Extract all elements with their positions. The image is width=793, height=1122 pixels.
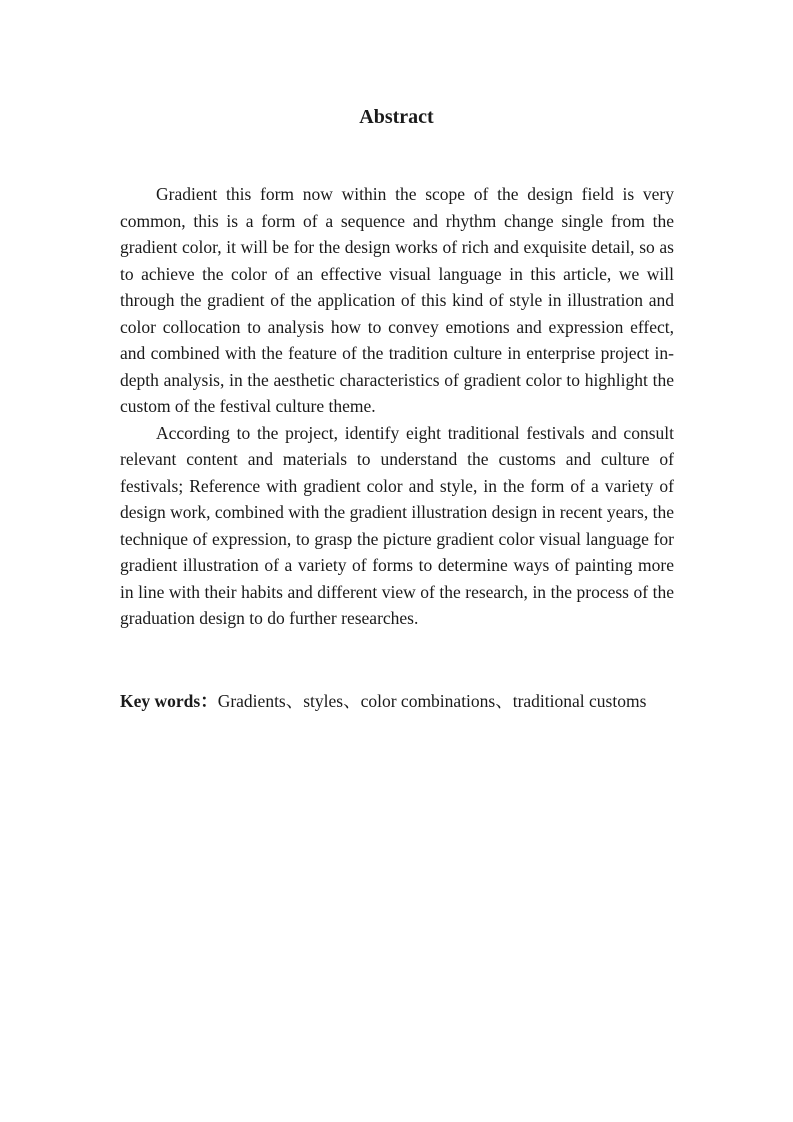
- abstract-title: Abstract: [359, 106, 434, 128]
- abstract-paragraph-2: According to the project, identify eight traditional festivals and consult relevant content and materials to understand the customs and culture of festivals; Reference with gradient color and style, in the form of a variety of design work, combined with the gradient illustration design in recent years, the technique of expression, to grasp the picture gradient color visual language for gradient illustration of a variety of forms to determine ways of painting more in line with their habits and different view of the research, in the process of the graduation design to do further researches.: [120, 422, 674, 628]
- keywords-label: Key words：: [120, 691, 218, 711]
- keywords-line: [120, 688, 680, 714]
- abstract-body: [120, 181, 674, 632]
- abstract-paragraph-1: Gradient this form now within the scope of the design field is very common, this is a form of a sequence and rhythm change single from the gradient color, it will be for the design works of rich and exquisite detail, so as to achieve the color of an effective visual language in this article, we will through the gradient of the application of this kind of style in illustration and color collocation to analysis how to convey emotions and expression effect, and combined with the feature of the tradition culture in enterprise project in-depth analysis, in the aesthetic characteristics of gradient color to highlight the custom of the festival culture theme.: [120, 184, 674, 416]
- keywords-list: Gradients、styles、color combinations、traditional customs: [217, 691, 647, 711]
